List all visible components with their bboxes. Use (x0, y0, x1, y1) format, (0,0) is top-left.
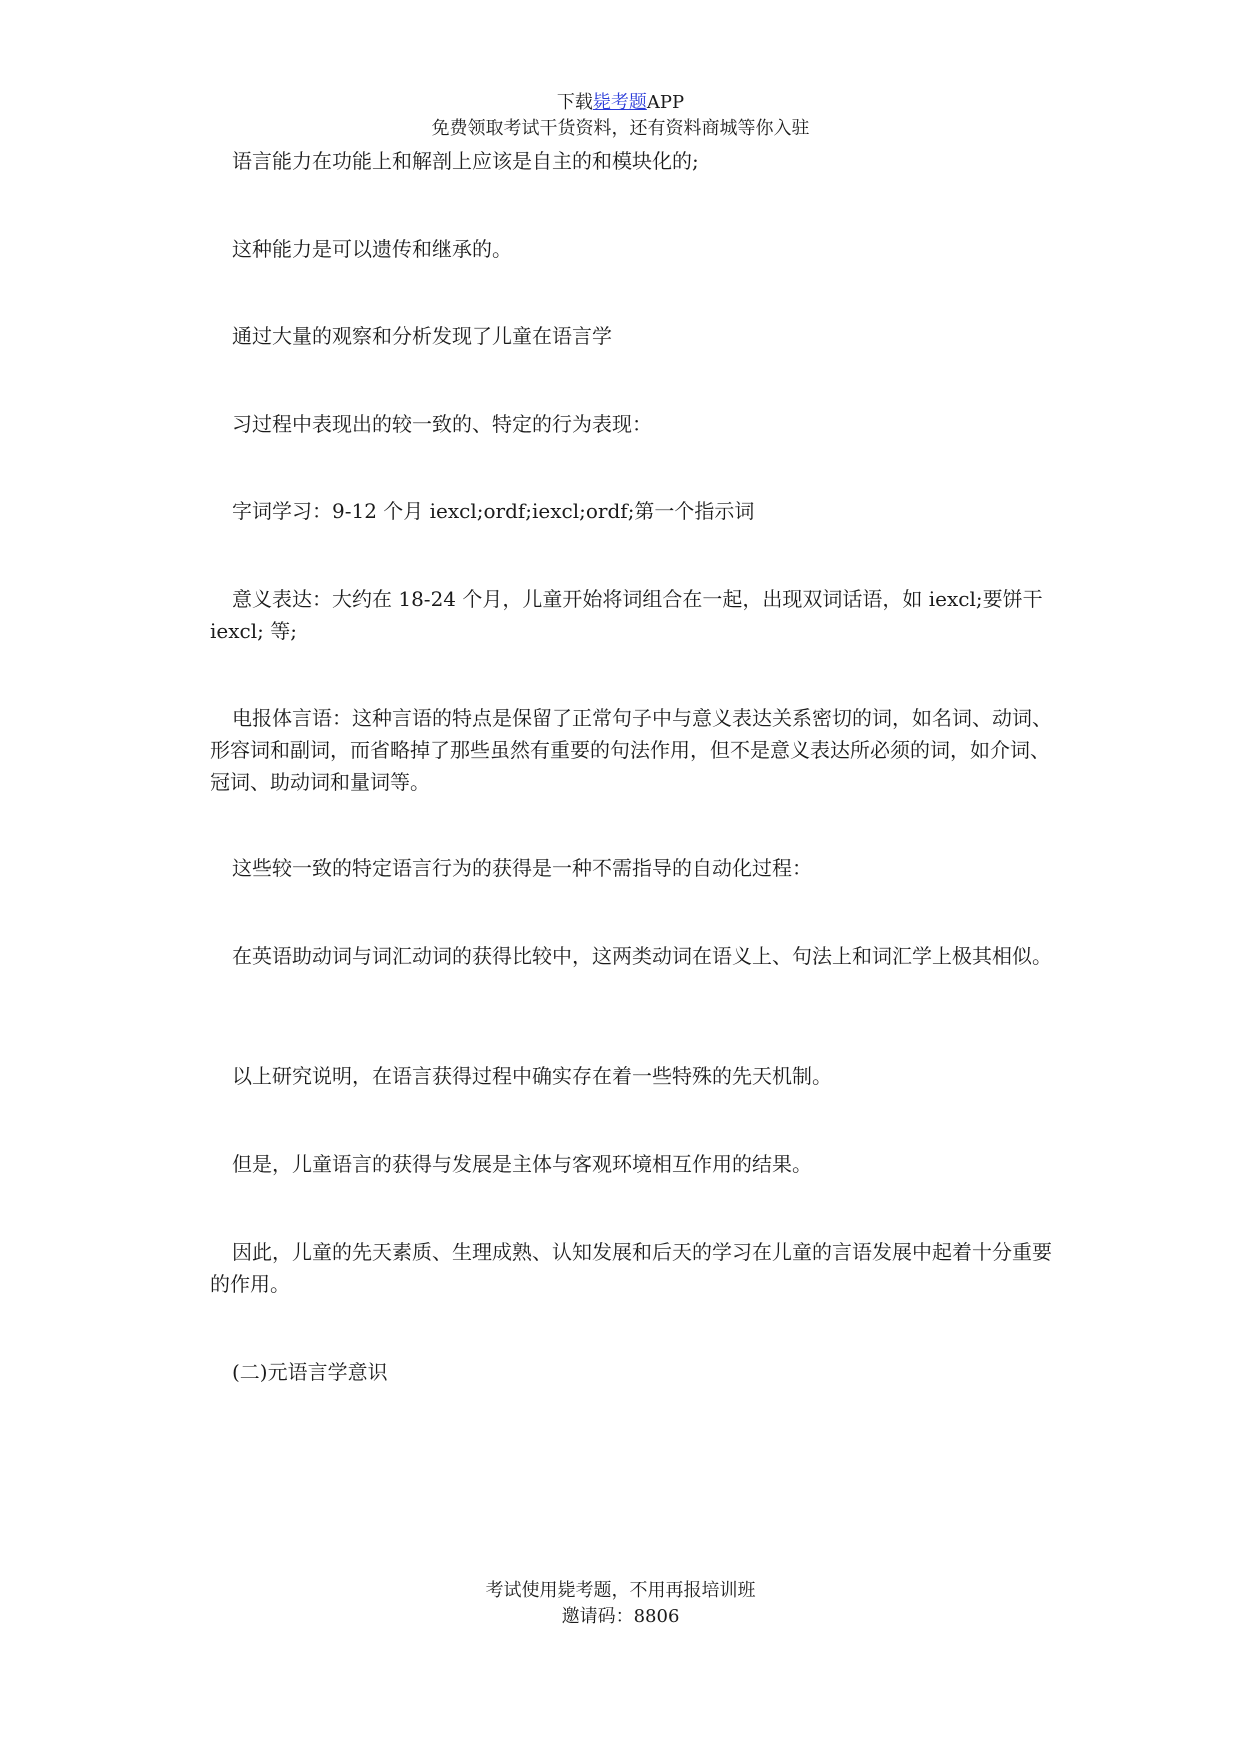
paragraph: 语言能力在功能上和解剖上应该是自主的和模块化的; (232, 149, 699, 173)
download-app-line (0, 90, 1241, 116)
header-subtitle: 免费领取考试干货资料，还有资料商城等你入驻 (431, 118, 810, 139)
footer-slogan: 考试使用毙考题，不用再报培训班 (485, 1580, 756, 1601)
paragraph: 但是，儿童语言的获得与发展是主体与客观环境相互作用的结果。 (232, 1152, 812, 1176)
page-header (0, 90, 1241, 142)
paragraph: 电报体言语：这种言语的特点是保留了正常句子中与意义表达关系密切的词，如名词、动词、形容词和副词，而省略掉了那些虽然有重要的句法作用，但不是意义表达所必须的词，如介词、冠词、助动词和量词等。 (210, 706, 1052, 794)
paragraph: 以上研究说明，在语言获得过程中确实存在着一些特殊的先天机制。 (232, 1064, 832, 1088)
paragraph: 字词学习：9-12 个月 iexcl;ordf;iexcl;ordf;第一个指示词 (232, 499, 755, 523)
paragraph: 因此，儿童的先天素质、生理成熟、认知发展和后天的学习在儿童的言语发展中起着十分重要的作用。 (210, 1240, 1052, 1296)
paragraph: 在英语助动词与词汇动词的获得比较中，这两类动词在语义上、句法上和词汇学上极其相似。 (232, 944, 1052, 968)
invite-code: 邀请码：8806 (561, 1606, 680, 1627)
paragraph: 意义表达：大约在 18-24 个月，儿童开始将词组合在一起，出现双词话语，如 iexcl;要饼干 iexcl; 等; (210, 587, 1043, 643)
page-footer (0, 1578, 1241, 1630)
download-prefix: 下载 (556, 92, 593, 113)
paragraph: 这种能力是可以遗传和继承的。 (232, 237, 512, 261)
app-suffix: APP (646, 92, 685, 113)
paragraph: 习过程中表现出的较一致的、特定的行为表现： (232, 412, 652, 436)
section-heading: (二)元语言学意识 (232, 1360, 388, 1384)
app-name-link[interactable]: 毙考题 (592, 92, 647, 113)
paragraph: 这些较一致的特定语言行为的获得是一种不需指导的自动化过程： (232, 856, 812, 880)
paragraph: 通过大量的观察和分析发现了儿童在语言学 (232, 324, 612, 348)
